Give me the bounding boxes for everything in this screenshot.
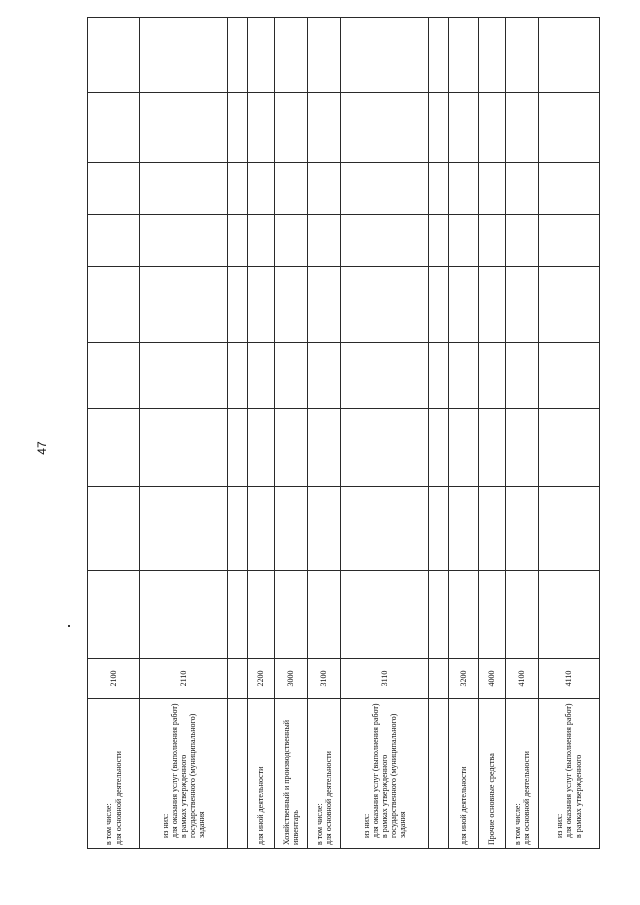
- row-code: 4110: [539, 659, 600, 699]
- value-cell: [275, 18, 308, 93]
- value-cell: [228, 487, 248, 571]
- value-cell: [275, 93, 308, 163]
- value-cell: [248, 409, 275, 487]
- value-cell: [341, 267, 429, 343]
- value-cell: [228, 409, 248, 487]
- page-number: 47: [35, 441, 49, 455]
- row-label: из них: для оказания услуг (выполнения работ) в рамках утвержденного государственного (муниципального) задания: [140, 699, 228, 849]
- row-code: 2110: [140, 659, 228, 699]
- value-cell: [228, 267, 248, 343]
- row-label: в том числе: для основной деятельности: [506, 699, 539, 849]
- value-cell: [248, 267, 275, 343]
- value-cell: [539, 343, 600, 409]
- value-cell: [140, 93, 228, 163]
- value-cell: [308, 18, 341, 93]
- value-cell: [506, 163, 539, 215]
- value-cell: [228, 571, 248, 659]
- value-cell: [88, 215, 140, 267]
- value-cell: [248, 163, 275, 215]
- value-cell: [140, 571, 228, 659]
- value-cell: [539, 487, 600, 571]
- table-row: [429, 18, 449, 849]
- value-cell: [275, 215, 308, 267]
- table-row: [88, 18, 140, 849]
- value-cell: [506, 343, 539, 409]
- row-code: 3100: [308, 659, 341, 699]
- value-cell: [479, 487, 506, 571]
- value-cell: [88, 93, 140, 163]
- value-cell: [248, 215, 275, 267]
- value-cell: [506, 267, 539, 343]
- value-cell: [539, 571, 600, 659]
- row-code: 3200: [449, 659, 479, 699]
- value-cell: [308, 93, 341, 163]
- row-label: в том числе: для основной деятельности: [308, 699, 341, 849]
- value-cell: [429, 487, 449, 571]
- row-code: 2100: [88, 659, 140, 699]
- table-row: [308, 18, 341, 849]
- value-cell: [429, 18, 449, 93]
- row-label: из них: для оказания услуг (выполнения работ) в рамках утвержденного: [539, 699, 600, 849]
- value-cell: [449, 215, 479, 267]
- value-cell: [88, 409, 140, 487]
- value-cell: [479, 163, 506, 215]
- value-cell: [248, 487, 275, 571]
- value-cell: [506, 93, 539, 163]
- row-code: [429, 659, 449, 699]
- row-label: Прочие основные средства: [479, 699, 506, 849]
- value-cell: [539, 163, 600, 215]
- table-row: [248, 18, 275, 849]
- value-cell: [506, 571, 539, 659]
- value-cell: [506, 487, 539, 571]
- table-row: [506, 18, 539, 849]
- row-label: для иной деятельности: [449, 699, 479, 849]
- row-code: 2200: [248, 659, 275, 699]
- row-label: из них: для оказания услуг (выполнения работ) в рамках утвержденного государственного (муниципального) задания: [341, 699, 429, 849]
- value-cell: [140, 343, 228, 409]
- value-cell: [308, 343, 341, 409]
- value-cell: [275, 163, 308, 215]
- value-cell: [429, 215, 449, 267]
- row-code: 3110: [341, 659, 429, 699]
- value-cell: [341, 409, 429, 487]
- value-cell: [539, 215, 600, 267]
- value-cell: [140, 487, 228, 571]
- value-cell: [140, 18, 228, 93]
- value-cell: [429, 93, 449, 163]
- value-cell: [341, 93, 429, 163]
- value-cell: [479, 18, 506, 93]
- value-cell: [308, 267, 341, 343]
- row-label: в том числе: для основной деятельности: [88, 699, 140, 849]
- value-cell: [449, 343, 479, 409]
- value-cell: [228, 163, 248, 215]
- value-cell: [429, 343, 449, 409]
- report-table: [87, 17, 600, 849]
- value-cell: [479, 343, 506, 409]
- value-cell: [479, 267, 506, 343]
- value-cell: [248, 18, 275, 93]
- value-cell: [275, 409, 308, 487]
- value-cell: [140, 215, 228, 267]
- row-code: 4000: [479, 659, 506, 699]
- value-cell: [88, 163, 140, 215]
- row-code: 4100: [506, 659, 539, 699]
- value-cell: [308, 409, 341, 487]
- value-cell: [449, 409, 479, 487]
- table-row: [140, 18, 228, 849]
- value-cell: [140, 267, 228, 343]
- value-cell: [449, 267, 479, 343]
- value-cell: [341, 487, 429, 571]
- value-cell: [88, 487, 140, 571]
- value-cell: [429, 409, 449, 487]
- table-row: [228, 18, 248, 849]
- table-row: [479, 18, 506, 849]
- value-cell: [140, 409, 228, 487]
- row-label: Хозяйственный и производственный инвентарь: [275, 699, 308, 849]
- value-cell: [308, 163, 341, 215]
- value-cell: [449, 93, 479, 163]
- value-cell: [275, 343, 308, 409]
- value-cell: [539, 409, 600, 487]
- value-cell: [429, 571, 449, 659]
- value-cell: [341, 343, 429, 409]
- value-cell: [479, 409, 506, 487]
- value-cell: [308, 571, 341, 659]
- value-cell: [479, 215, 506, 267]
- row-code: 3000: [275, 659, 308, 699]
- table-row: [341, 18, 429, 849]
- value-cell: [228, 343, 248, 409]
- value-cell: [308, 215, 341, 267]
- row-label: для иной деятельности: [248, 699, 275, 849]
- value-cell: [341, 215, 429, 267]
- table-row: [275, 18, 308, 849]
- value-cell: [479, 93, 506, 163]
- value-cell: [275, 571, 308, 659]
- value-cell: [539, 18, 600, 93]
- table-row: [449, 18, 479, 849]
- value-cell: [88, 571, 140, 659]
- value-cell: [275, 487, 308, 571]
- row-label: [228, 699, 248, 849]
- scan-speck: [68, 625, 70, 627]
- value-cell: [228, 18, 248, 93]
- value-cell: [248, 571, 275, 659]
- value-cell: [228, 93, 248, 163]
- value-cell: [449, 18, 479, 93]
- value-cell: [228, 215, 248, 267]
- value-cell: [341, 18, 429, 93]
- row-code: [228, 659, 248, 699]
- value-cell: [88, 267, 140, 343]
- value-cell: [539, 93, 600, 163]
- value-cell: [429, 267, 449, 343]
- value-cell: [449, 571, 479, 659]
- value-cell: [308, 487, 341, 571]
- row-label: [429, 699, 449, 849]
- value-cell: [429, 163, 449, 215]
- report-table-container: [87, 18, 599, 849]
- value-cell: [506, 18, 539, 93]
- value-cell: [248, 343, 275, 409]
- value-cell: [506, 409, 539, 487]
- report-table-rotated: [87, 18, 599, 849]
- value-cell: [248, 93, 275, 163]
- value-cell: [539, 267, 600, 343]
- value-cell: [341, 571, 429, 659]
- value-cell: [449, 163, 479, 215]
- value-cell: [479, 571, 506, 659]
- table-row: [539, 18, 600, 849]
- value-cell: [341, 163, 429, 215]
- value-cell: [449, 487, 479, 571]
- report-table-body: [88, 18, 600, 849]
- value-cell: [88, 18, 140, 93]
- value-cell: [88, 343, 140, 409]
- value-cell: [506, 215, 539, 267]
- value-cell: [275, 267, 308, 343]
- value-cell: [140, 163, 228, 215]
